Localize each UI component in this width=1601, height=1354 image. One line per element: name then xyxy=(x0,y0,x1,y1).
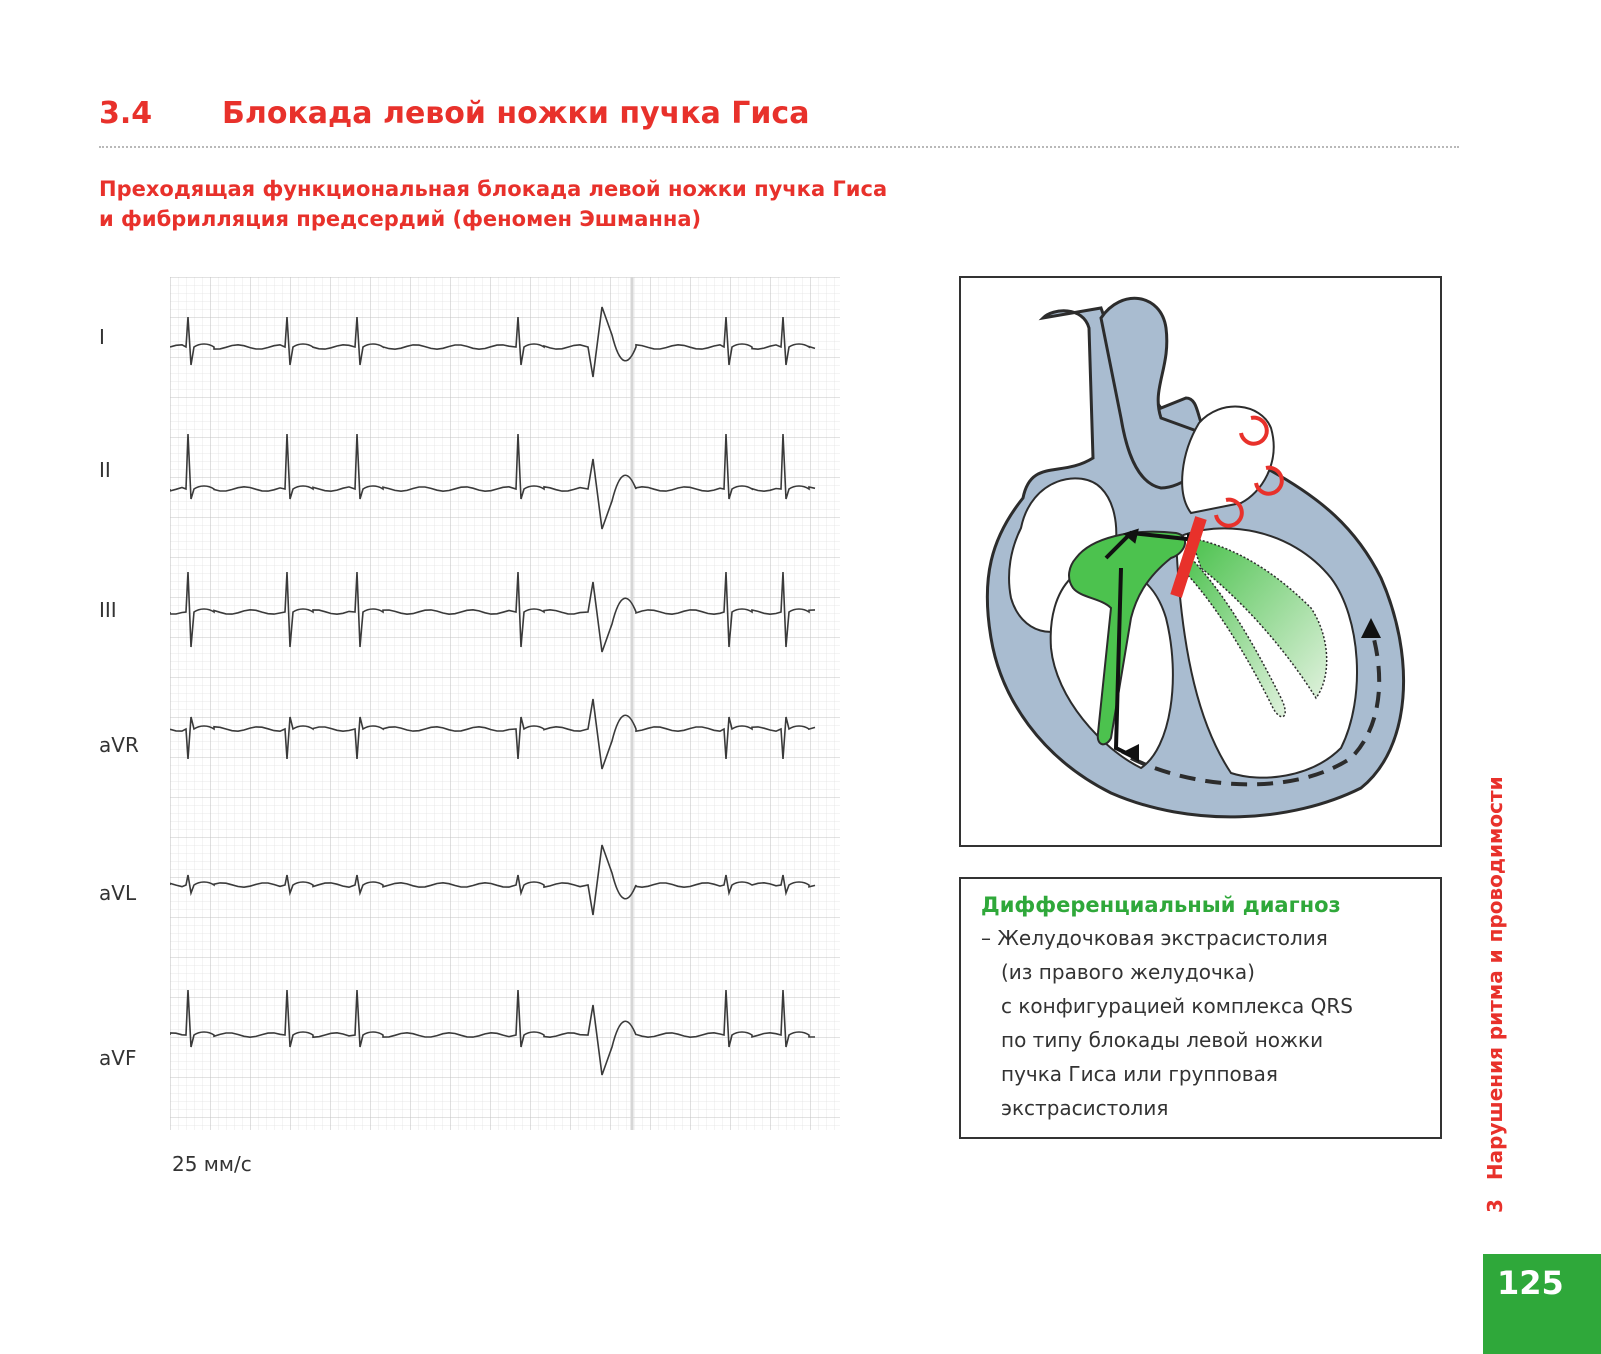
title-divider xyxy=(99,146,1459,148)
subtitle-line-1: Преходящая функциональная блокада левой ножки пучка Гиса xyxy=(99,177,888,201)
differential-body xyxy=(981,921,1422,1125)
chapter-number: 3 xyxy=(1483,1199,1507,1213)
differential-title: Дифференциальный диагноз xyxy=(981,893,1341,917)
chapter-title: Нарушения ритма и проводимости xyxy=(1483,776,1507,1181)
chapter-tab-label xyxy=(1483,776,1507,1213)
ecg-grid xyxy=(170,277,840,1130)
lead-label-avr: aVR xyxy=(99,733,139,757)
heart-diagram xyxy=(961,278,1440,845)
subtitle-line-2: и фибрилляция предсердий (феномен Эшманна) xyxy=(99,207,702,231)
subtitle xyxy=(99,174,1099,234)
differential-diagnosis-box xyxy=(959,877,1442,1139)
heart-diagram-panel xyxy=(959,276,1442,847)
differential-line-1: – Желудочковая экстрасистолия xyxy=(981,926,1328,950)
page-number-tab xyxy=(1483,1254,1601,1354)
lead-label-avf: aVF xyxy=(99,1046,137,1070)
lead-label-ii: II xyxy=(99,458,111,482)
section-title: Блокада левой ножки пучка Гиса xyxy=(222,96,810,131)
ecg-strip xyxy=(170,277,840,1130)
page-number: 125 xyxy=(1497,1264,1564,1302)
differential-line-5: пучка Гиса или групповая xyxy=(1001,1062,1278,1086)
paper-speed-label: 25 мм/с xyxy=(172,1152,252,1176)
differential-line-3: с конфигурацией комплекса QRS xyxy=(1001,994,1354,1018)
lead-label-iii: III xyxy=(99,598,117,622)
differential-line-6: экстрасистолия xyxy=(1001,1096,1169,1120)
lead-label-avl: aVL xyxy=(99,881,137,905)
differential-line-2: (из правого желудочка) xyxy=(1001,960,1255,984)
lead-label-i: I xyxy=(99,325,105,349)
differential-line-4: по типу блокады левой ножки xyxy=(1001,1028,1324,1052)
section-number: 3.4 xyxy=(99,96,153,131)
